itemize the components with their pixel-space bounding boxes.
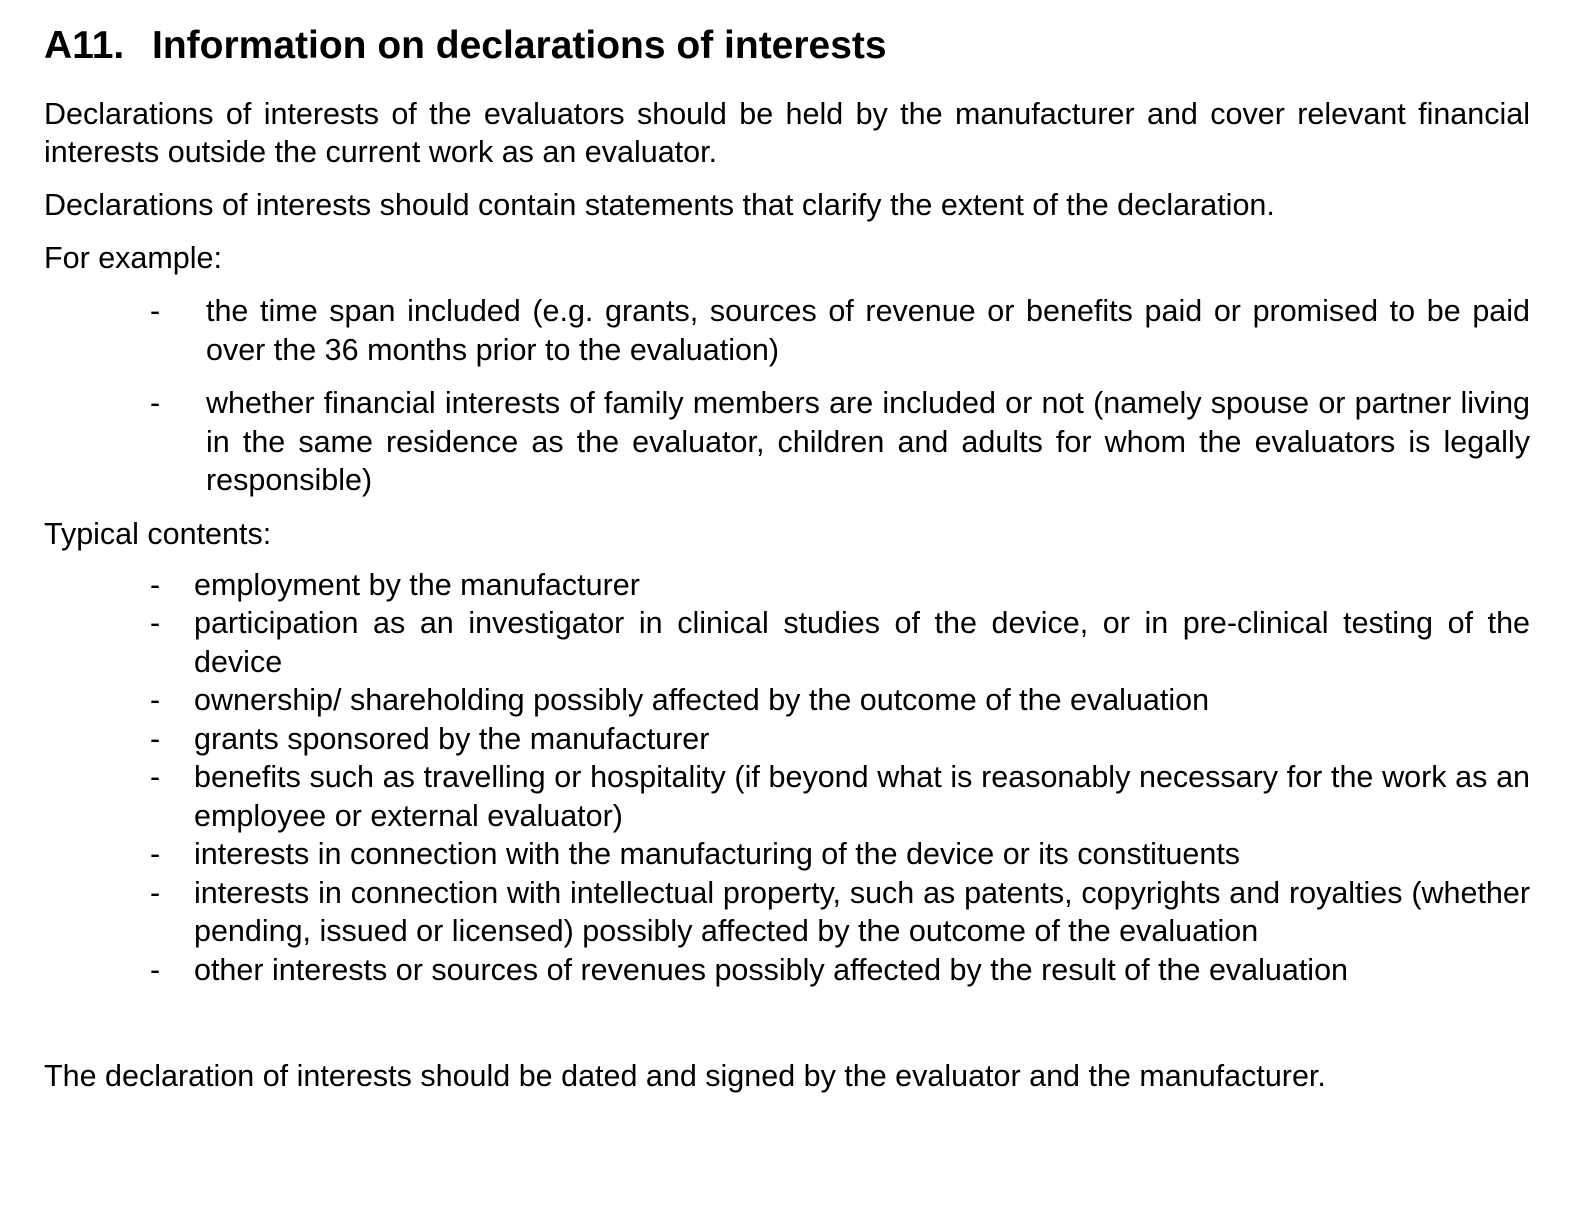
example-label: For example: (44, 241, 222, 275)
list-item-text: benefits such as travelling or hospitality (if beyond what is reasonably necessary for the work as an employee or external evaluator) (194, 760, 1530, 833)
section-heading (44, 18, 1530, 74)
section-number: A11. (44, 24, 125, 67)
list-item (44, 874, 1530, 951)
list-dash: - (150, 875, 161, 910)
list-dash: - (150, 837, 161, 871)
list-item-text: grants sponsored by the manufacturer (194, 721, 710, 756)
list-item (44, 681, 1530, 720)
statements-paragraph: Declarations of interests should contain statements that clarify the extent of the declaration. (44, 188, 1275, 222)
list-dash: - (150, 294, 161, 328)
list-item-text: other interests or sources of revenues possibly affected by the result of the evaluation (194, 952, 1349, 987)
list-item-text: participation as an investigator in clinical studies of the device, or in pre-clinical testing of the device (194, 606, 1530, 679)
list-item (44, 604, 1530, 681)
list-item (44, 835, 1530, 874)
list-dash: - (150, 386, 161, 420)
list-item (44, 720, 1530, 759)
intro-paragraph: Declarations of interests of the evaluators should be held by the manufacturer and cover relevant financial interests outside the current work as an evaluator. (44, 97, 1530, 169)
list-dash: - (150, 567, 161, 602)
list-dash: - (150, 606, 161, 640)
section-title: Information on declarations of interests (152, 24, 887, 67)
list-item (44, 292, 1530, 369)
list-dash: - (150, 760, 161, 794)
list-item (44, 951, 1530, 990)
list-item-text: ownership/ shareholding possibly affected by the outcome of the evaluation (194, 683, 1210, 717)
list-item-text: whether financial interests of family members are included or not (namely spouse or partner living in the same residence as the evaluator, children and adults for whom the evaluators is legally responsible) (206, 386, 1530, 497)
list-dash: - (150, 683, 161, 717)
list-item (44, 384, 1530, 500)
typical-contents-label: Typical contents: (44, 516, 272, 551)
list-dash: - (150, 721, 161, 756)
list-item-text: interests in connection with intellectual property, such as patents, copyrights and royalties (whether pending, issued or licensed) possibly affected by the outcome of the evaluation (194, 875, 1530, 948)
list-item-text: the time span included (e.g. grants, sources of revenue or benefits paid or promised to be paid over the 36 months prior to the evaluation) (206, 294, 1530, 367)
typical-contents-list (44, 566, 1530, 990)
closing-paragraph: The declaration of interests should be dated and signed by the evaluator and the manufacturer. (44, 1059, 1326, 1093)
list-item (44, 566, 1530, 605)
list-dash: - (150, 952, 161, 987)
list-item-text: employment by the manufacturer (194, 567, 640, 602)
example-list (44, 292, 1530, 500)
list-item-text: interests in connection with the manufacturing of the device or its constituents (194, 837, 1241, 871)
list-item (44, 758, 1530, 835)
